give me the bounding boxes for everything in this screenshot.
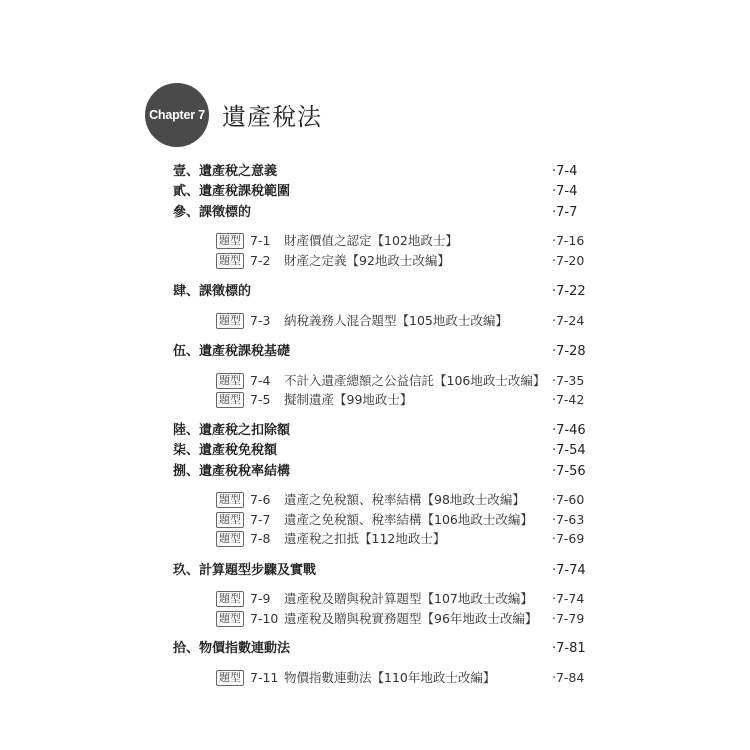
entry-number: 7-11: [250, 670, 279, 685]
toc-sub-entry[interactable]: [0, 529, 750, 549]
entry-page: ‧7-84: [552, 670, 585, 685]
question-type-tag: 題型: [216, 591, 244, 607]
entry-number: 7-3: [250, 313, 271, 328]
toc-main-entry[interactable]: [0, 561, 750, 581]
question-type-tag: 題型: [216, 492, 244, 508]
toc-sub-entry[interactable]: [0, 510, 750, 530]
entry-number: 7-9: [250, 591, 271, 606]
question-type-tag: 題型: [216, 313, 244, 329]
toc-main-entry[interactable]: [0, 162, 750, 182]
entry-page: ‧7-54: [552, 443, 586, 458]
toc-main-entry[interactable]: [0, 342, 750, 362]
toc-sub-entry[interactable]: [0, 231, 750, 251]
entry-number: 7-4: [250, 373, 271, 388]
entry-page: ‧7-42: [552, 392, 585, 407]
entry-page: ‧7-24: [552, 313, 585, 328]
entry-title: 參、課徵標的: [173, 205, 252, 220]
entry-page: ‧7-69: [552, 531, 585, 546]
entry-title: 陸、遺產稅之扣除額: [173, 423, 291, 438]
toc-sub-entry[interactable]: [0, 311, 750, 331]
toc-main-entry[interactable]: [0, 203, 750, 223]
entry-title: 壹、遺產稅之意義: [173, 164, 278, 179]
entry-page: ‧7-60: [552, 492, 585, 507]
entry-title: 財產之定義【92地政士改編】: [284, 253, 450, 268]
entry-page: ‧7-46: [552, 423, 586, 438]
toc-main-entry[interactable]: [0, 182, 750, 202]
toc-sub-entry[interactable]: [0, 371, 750, 391]
entry-page: ‧7-74: [552, 563, 586, 578]
question-type-tag: 題型: [216, 670, 244, 686]
entry-page: ‧7-74: [552, 591, 585, 606]
entry-title: 物價指數連動法【110年地政士改編】: [284, 670, 496, 685]
entry-title: 玖、計算題型步驟及實戰: [173, 563, 317, 578]
entry-page: ‧7-16: [552, 233, 585, 248]
toc-main-entry[interactable]: [0, 282, 750, 302]
entry-title: 拾、物價指數連動法: [173, 641, 291, 656]
entry-title: 擬制遺產【99地政士】: [284, 392, 413, 407]
entry-title: 財產價值之認定【102地政士】: [284, 233, 458, 248]
question-type-tag: 題型: [216, 512, 244, 528]
entry-page: ‧7-35: [552, 373, 585, 388]
entry-title: 遺產稅之扣抵【112地政士】: [284, 531, 446, 546]
entry-title: 肆、課徵標的: [173, 284, 252, 299]
entry-title: 伍、遺產稅課稅基礎: [173, 344, 291, 359]
entry-title: 納稅義務人混合題型【105地政士改編】: [284, 313, 508, 328]
toc-sub-entry[interactable]: [0, 390, 750, 410]
entry-page: ‧7-22: [552, 284, 586, 299]
entry-title: 貳、遺產稅課稅範圍: [173, 184, 291, 199]
toc-main-entry[interactable]: [0, 639, 750, 659]
chapter-badge: Chapter 7: [145, 83, 209, 147]
entry-title: 不計入遺產總額之公益信託【106地政士改編】: [284, 373, 546, 388]
toc-sub-entry[interactable]: [0, 490, 750, 510]
entry-page: ‧7-28: [552, 344, 586, 359]
toc-main-entry[interactable]: [0, 421, 750, 441]
toc-main-entry[interactable]: [0, 462, 750, 482]
question-type-tag: 題型: [216, 233, 244, 249]
question-type-tag: 題型: [216, 253, 244, 269]
entry-page: ‧7-4: [552, 184, 578, 199]
entry-number: 7-1: [250, 233, 271, 248]
entry-title: 柒、遺產稅免稅額: [173, 443, 278, 458]
entry-title: 遺產之免稅額、稅率結構【98地政士改編】: [284, 492, 525, 507]
entry-page: ‧7-79: [552, 611, 585, 626]
entry-number: 7-7: [250, 512, 271, 527]
toc-main-entry[interactable]: [0, 441, 750, 461]
entry-page: ‧7-63: [552, 512, 585, 527]
entry-number: 7-5: [250, 392, 271, 407]
entry-page: ‧7-4: [552, 164, 578, 179]
toc-sub-entry[interactable]: [0, 668, 750, 688]
toc-sub-entry[interactable]: [0, 251, 750, 271]
entry-title: 遺產之免稅額、稅率結構【106地政士改編】: [284, 512, 533, 527]
question-type-tag: 題型: [216, 392, 244, 408]
toc-sub-entry[interactable]: [0, 609, 750, 629]
entry-page: ‧7-81: [552, 641, 586, 656]
entry-number: 7-6: [250, 492, 271, 507]
toc-sub-entry[interactable]: [0, 589, 750, 609]
entry-number: 7-8: [250, 531, 271, 546]
question-type-tag: 題型: [216, 531, 244, 547]
entry-number: 7-10: [250, 611, 279, 626]
entry-title: 遺產稅及贈與稅實務題型【96年地政士改編】: [284, 611, 538, 626]
entry-number: 7-2: [250, 253, 271, 268]
question-type-tag: 題型: [216, 373, 244, 389]
chapter-title: 遺產稅法: [222, 103, 322, 131]
entry-page: ‧7-20: [552, 253, 585, 268]
entry-page: ‧7-56: [552, 464, 586, 479]
entry-page: ‧7-7: [552, 205, 578, 220]
question-type-tag: 題型: [216, 611, 244, 627]
entry-title: 遺產稅及贈與稅計算題型【107地政士改編】: [284, 591, 533, 606]
entry-title: 捌、遺產稅稅率結構: [173, 464, 291, 479]
